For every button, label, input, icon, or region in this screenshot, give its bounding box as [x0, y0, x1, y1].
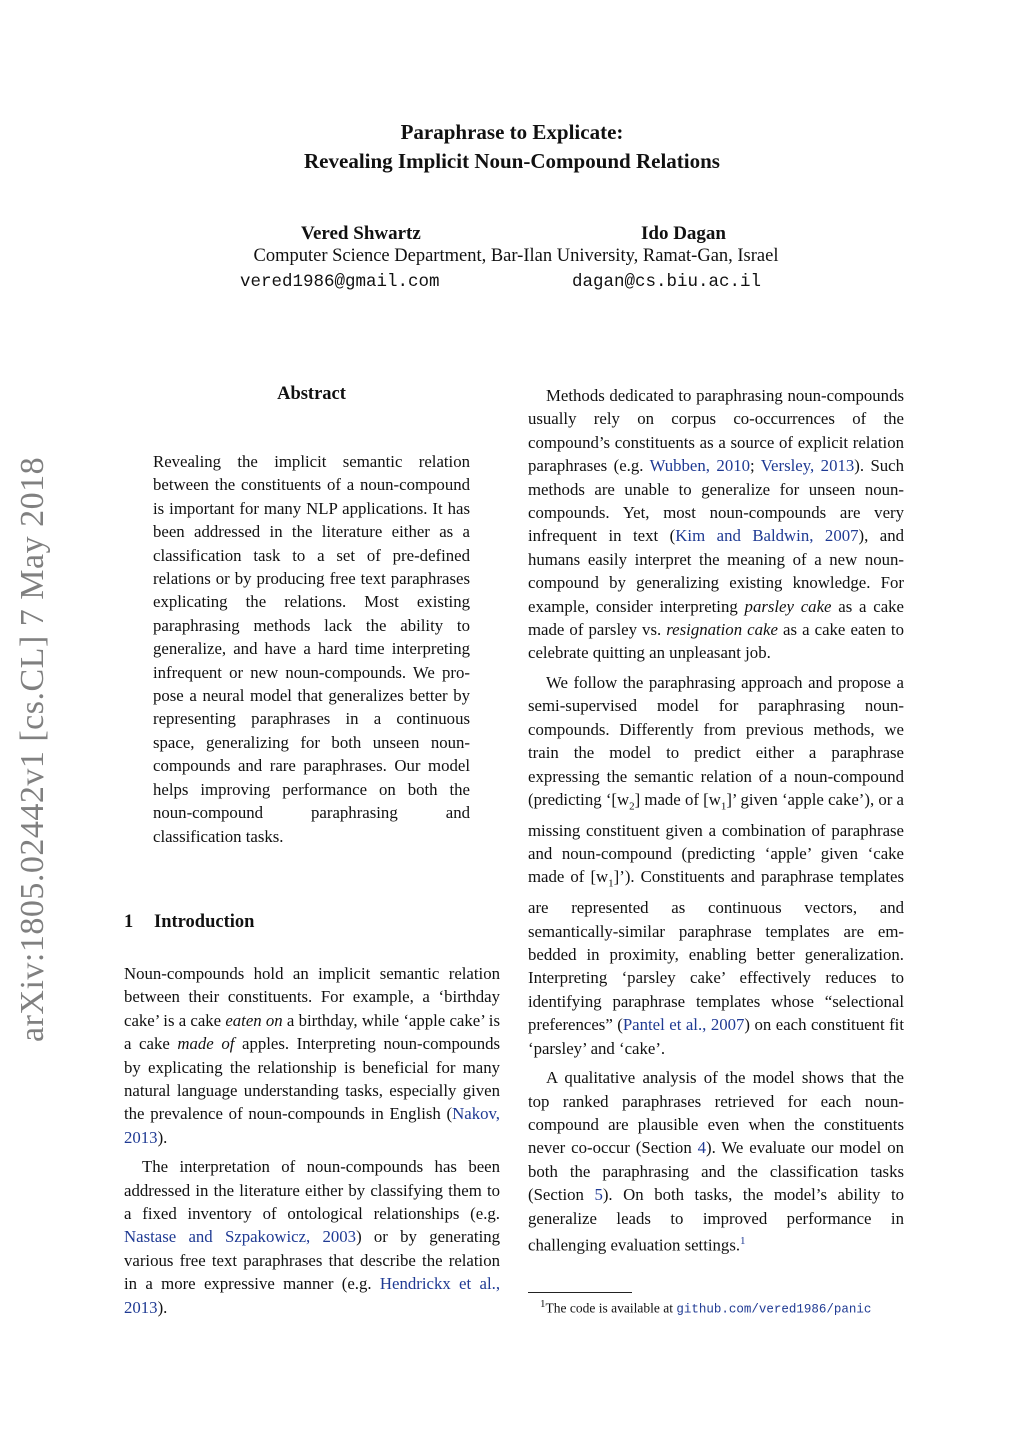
footnote-number: 1 [540, 1298, 546, 1310]
footnote-marker[interactable]: 1 [740, 1234, 746, 1247]
footnote [540, 1298, 871, 1317]
paragraph-2: The interpretation of noun-compounds has been addressed in the literature either by classifying them to a fixed inventory of ontological relationships (e.g. Nastase and Szpakowicz, 2003) or by generating various free text paraphrases that describe the relation in a more expressive manner (e.g. Hendrickx et al., 2013). [124, 1157, 501, 1317]
abstract-heading: Abstract [277, 384, 346, 404]
citation-link[interactable]: Nakov, 2013 [124, 1104, 500, 1147]
title-line-2: Revealing Implicit Noun-Compound Relations [304, 149, 720, 173]
author-email-2[interactable]: dagan@cs.biu.ac.il [572, 272, 762, 292]
title-line-1: Paraphrase to Explicate: [400, 120, 624, 144]
paragraph-5: A qualitative analysis of the model shows that the top ranked paraphrases retrieved for each noun-compound are plausible even when the constituents never co-occur (Section 4). We evaluate our model on both the paraphrasing and the classification tasks (Section 5). On both tasks, the model’s ability to generalize leads to improved performance in challenging evaluation settings.$^1$ [528, 1068, 904, 1255]
footnote-rule [528, 1292, 632, 1293]
right-column-body [528, 384, 904, 1257]
citation-link[interactable]: Pantel et al., 2007 [622, 1015, 745, 1035]
citation-link[interactable]: Hendrickx et al., 2013 [124, 1274, 501, 1317]
citation-link[interactable]: Nastase and Szpakowicz, 2003 [124, 1227, 357, 1247]
section-link[interactable]: 5 [594, 1185, 603, 1205]
author-affiliation: Computer Science Department, Bar-Ilan University, Ramat-Gan, Israel [253, 246, 779, 266]
citation-link[interactable]: Wubben, 2010 [649, 456, 750, 476]
section-heading-introduction [124, 912, 254, 933]
author-name-2: Ido Dagan [641, 223, 726, 244]
paragraph-4: We follow the paraphrasing approach and propose a semi-supervised model for paraphrasing noun-compounds. Differently from previous methods, we train the model to predict either a paraphrase expressing the semantic relation of a noun-compound (predicting ‘$[w_2]$ made of $[w_1]$’ given ‘apple cake’), or a missing constituent given a combination of paraphrase and noun-compound (predicting ‘apple’ given ‘cake made of $[w_1]$’). Constituents and paraphrase templates are represented as continuous vectors, and semantically-similar paraphrase templates are embedded in proximity, enabling better generalization. Interpreting ‘parsley cake’ effectively reduces to identifying paraphrase templates whose “selectional preferences” (Pantel et al., 2007) on each constituent fit ‘parsley’ and ‘cake’. [528, 672, 905, 1058]
footnote-text: The code is available at [545, 1300, 677, 1316]
author-name-1: Vered Shwartz [301, 223, 421, 244]
footnote-link[interactable]: github.com/vered1986/panic [676, 1302, 872, 1317]
section-title: Introduction [154, 912, 255, 932]
abstract-text [153, 450, 470, 848]
section-number: 1 [124, 912, 134, 932]
paragraph-1: Noun-compounds hold an implicit semantic relation between their constituents. For example, a ‘birthday cake’ is a cake eaten on a birthday, while ‘apple cake’ is a cake made of apples. Interpreting noun-compounds by explicating the relationship is beneficial for many natural language understanding tasks, especially given the prevalence of noun-compounds in English (Nakov, 2013). [124, 964, 501, 1147]
left-column-body [124, 962, 500, 1319]
citation-link[interactable]: Kim and Baldwin, 2007 [675, 526, 859, 546]
citation-link[interactable]: Versley, 2013 [760, 456, 855, 476]
paper-title [0, 118, 1024, 176]
author-email-1[interactable]: vered1986@gmail.com [240, 272, 440, 292]
paragraph-3: Methods dedicated to paraphrasing noun-compounds usually rely on corpus co-occurrences of the compound’s constituents as a source of explicit relation paraphrases (e.g. Wubben, 2010; Versley, 2013). Such methods are unable to generalize for unseen noun-compounds. Yet, most noun-compounds are very infrequent in text (Kim and Baldwin, 2007), and humans easily interpret the meaning of a new noun-compound by generalizing existing knowledge. For example, consider interpreting parsley cake as a cake made of parsley vs. resignation cake as a cake eaten to celebrate quitting an unpleasant job. [528, 386, 905, 663]
arxiv-stamp: arXiv:1805.02442v1 [cs.CL] 7 May 2018 [14, 456, 51, 1042]
abstract-paragraph: Revealing the implicit semantic relation between the constituents of a noun-compound is important for many NLP applications. It has been addressed in the literature either as a classification task to a set of pre-defined relations or by producing free text paraphrases explicating the relations. Most existing paraphrasing methods lack the ability to generalize, and have a hard time interpreting infrequent or new noun-compounds. We propose a neural model that generalizes better by representing paraphrases in a continuous space, generalizing for both unseen noun-compounds and rare paraphrases. Our model helps improving performance on both the noun-compound paraphrasing and classification tasks. [153, 452, 470, 846]
section-link[interactable]: 4 [697, 1138, 707, 1158]
